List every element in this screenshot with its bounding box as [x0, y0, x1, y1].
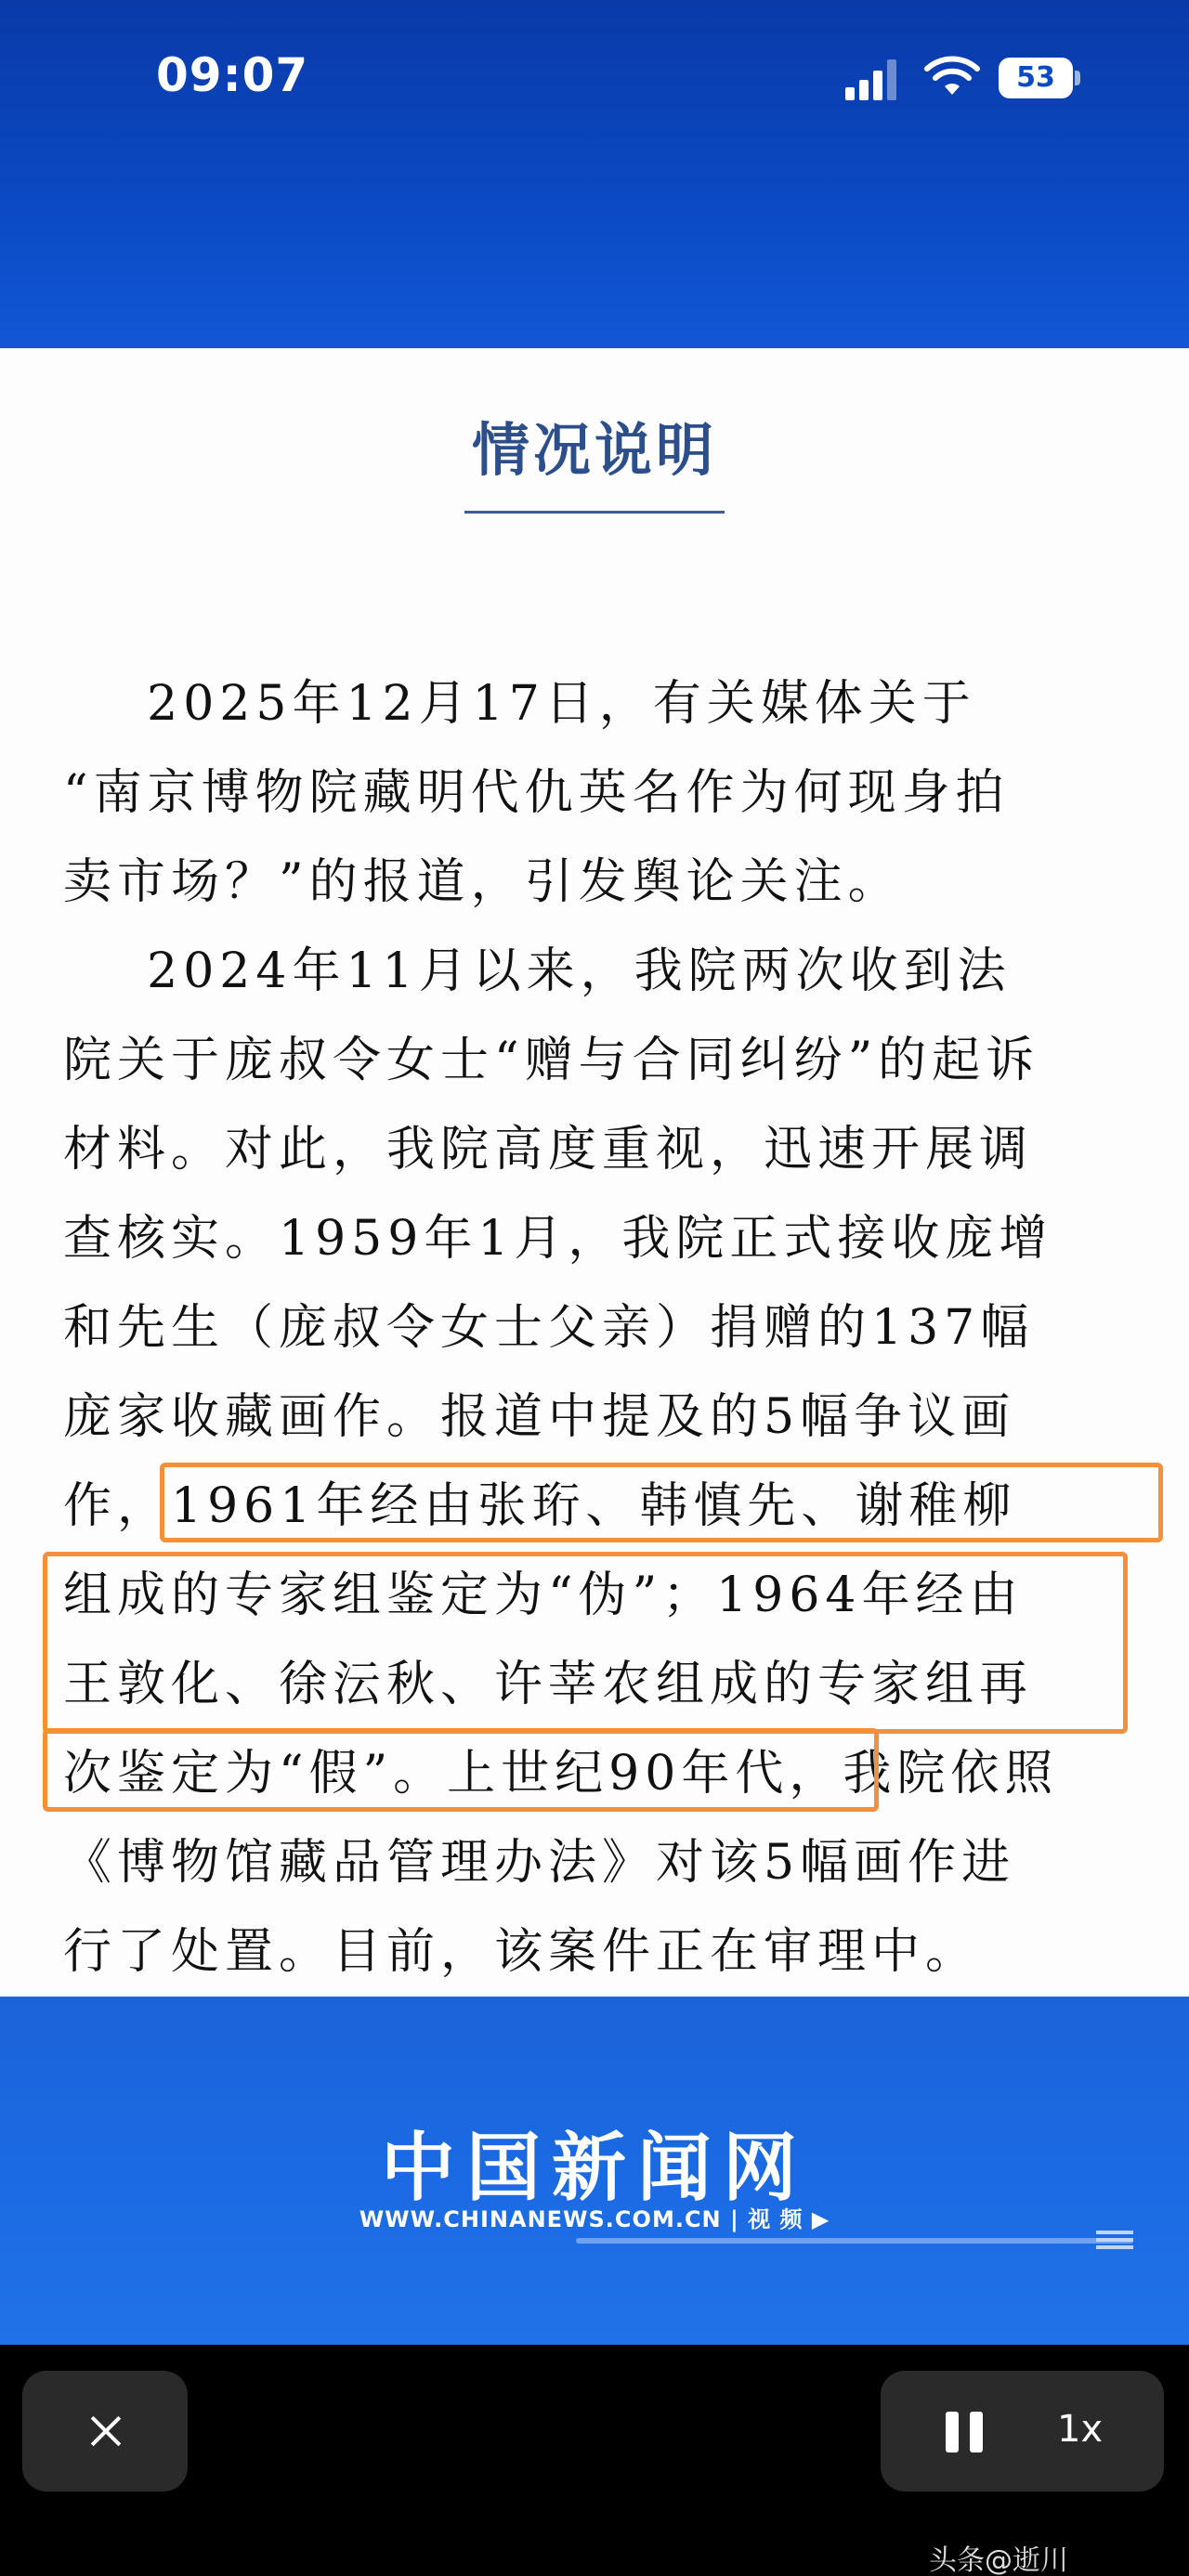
highlight-box	[160, 1463, 1163, 1542]
chinanews-url: WWW.CHINANEWS.COM.CN | 视 频 ▶	[359, 2206, 830, 2232]
wifi-icon	[924, 54, 980, 98]
pause-icon[interactable]	[946, 2412, 986, 2452]
text-line: 2024年11月以来，我院两次收到法	[63, 943, 1012, 999]
close-button[interactable]	[22, 2371, 188, 2491]
document-area	[0, 348, 1189, 1997]
highlight-box	[43, 1728, 879, 1812]
playback-speed-button[interactable]: 1x	[1057, 2408, 1104, 2451]
text-line: 作，1961年经由张珩、韩慎先、谢稚柳	[63, 1478, 1017, 1534]
text-line: 材料。对此，我院高度重视，迅速开展调	[63, 1122, 1034, 1177]
text-line: “南京博物院藏明代仇英名作为何现身拍	[63, 765, 1010, 821]
status-time: 09:07	[156, 48, 309, 102]
battery-percent: 53	[1016, 61, 1055, 94]
highlight-box	[43, 1552, 1128, 1734]
chinanews-logo: 中国新闻网	[381, 2124, 808, 2211]
text-line: 《博物馆藏品管理办法》对该5幅画作进	[63, 1835, 1016, 1891]
text-line: 庞家收藏画作。报道中提及的5幅争议画	[63, 1389, 1016, 1445]
watermark: 头条@逝川	[929, 2544, 1068, 2576]
battery-icon	[999, 58, 1082, 98]
text-line: 查核实。1959年1月，我院正式接收庞增	[63, 1211, 1053, 1267]
text-line: 行了处置。目前，该案件正在审理中。	[63, 1924, 980, 1980]
title-underline	[464, 511, 725, 514]
text-line: 院关于庞叔令女士“赠与合同纠纷”的起诉	[63, 1033, 1040, 1088]
playback-controls	[881, 2371, 1164, 2491]
text-line: 卖市场？”的报道，引发舆论关注。	[63, 854, 902, 910]
top-video-band	[0, 0, 1189, 348]
video-progress-dots	[576, 2231, 1133, 2253]
text-line: 王敦化、徐沄秋、许莘农组成的专家组再	[63, 1657, 1034, 1712]
text-line: 组成的专家组鉴定为“伪”；1964年经由	[63, 1568, 1024, 1623]
text-line: 次鉴定为“假”。上世纪90年代，我院依照	[63, 1746, 1059, 1802]
cellular-signal-icon	[845, 59, 901, 100]
text-line: 和先生（庞叔令女士父亲）捐赠的137幅	[63, 1300, 1035, 1356]
document-title: 情况说明	[471, 416, 717, 484]
text-line: 2025年12月17日，有关媒体关于	[63, 676, 976, 732]
